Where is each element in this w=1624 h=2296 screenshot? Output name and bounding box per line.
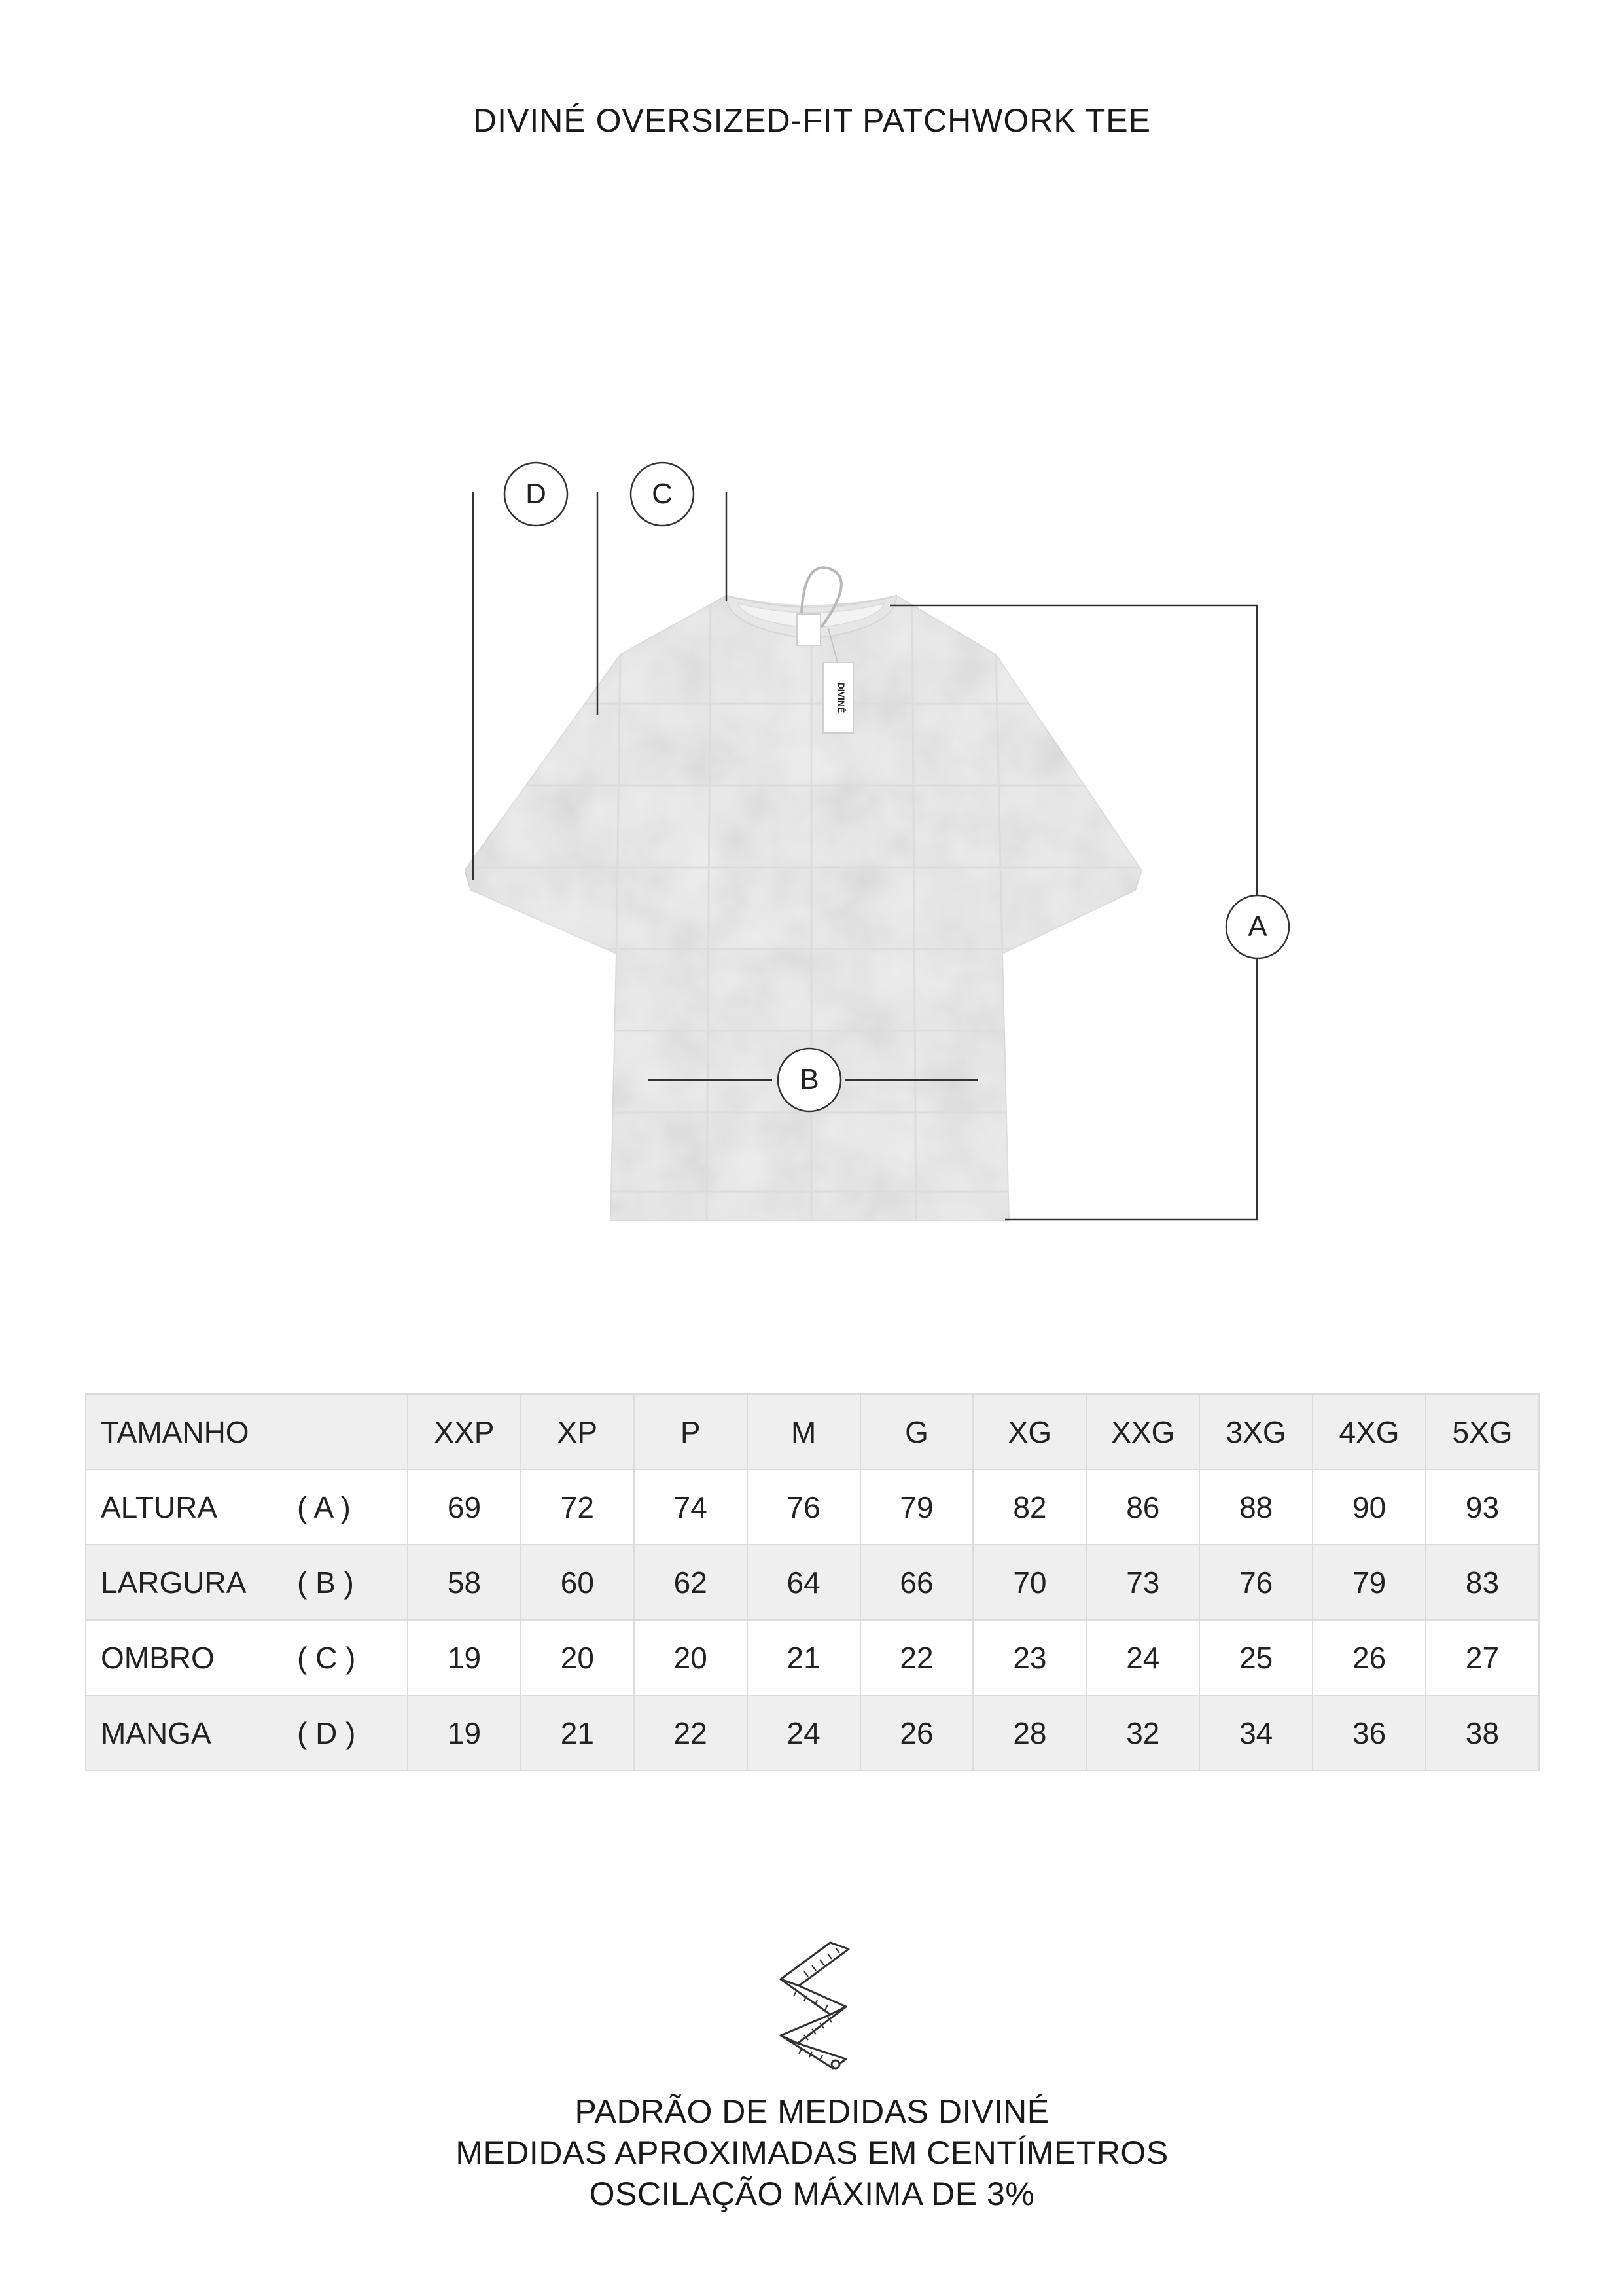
table-row-largura [86, 1545, 1539, 1620]
size-cell: XP [521, 1394, 634, 1469]
value-cell: 76 [747, 1469, 860, 1545]
value-cell: 20 [521, 1620, 634, 1695]
measure-d-label: D [525, 478, 546, 510]
row-label [86, 1620, 408, 1695]
row-label [86, 1545, 408, 1620]
value-cell: 93 [1426, 1469, 1539, 1545]
measure-name: MANGA [101, 1715, 211, 1750]
row-label [86, 1695, 408, 1770]
measure-b-label: B [800, 1064, 819, 1096]
value-cell: 26 [860, 1695, 974, 1770]
value-cell: 27 [1426, 1620, 1539, 1695]
value-cell: 25 [1199, 1620, 1313, 1695]
table-row-altura [86, 1469, 1539, 1545]
value-cell: 69 [408, 1469, 521, 1545]
footer-note-units: MEDIDAS APROXIMADAS EM CENTÍMETROS [455, 2134, 1169, 2171]
value-cell: 58 [408, 1545, 521, 1620]
value-cell: 76 [1199, 1545, 1313, 1620]
value-cell: 20 [634, 1620, 747, 1695]
size-header-label: TAMANHO [86, 1394, 408, 1469]
measuring-tape-icon [768, 1937, 859, 2078]
value-cell: 34 [1199, 1695, 1313, 1770]
value-cell: 88 [1199, 1469, 1313, 1545]
value-cell: 38 [1426, 1695, 1539, 1770]
tshirt-shape [445, 589, 1296, 1224]
value-cell: 24 [1086, 1620, 1199, 1695]
value-cell: 22 [634, 1695, 747, 1770]
value-cell: 28 [973, 1695, 1086, 1770]
value-cell: 74 [634, 1469, 747, 1545]
size-cell: 4XG [1313, 1394, 1426, 1469]
footer-note-tolerance: OSCILAÇÃO MÁXIMA DE 3% [589, 2176, 1035, 2212]
measure-code: ( D ) [297, 1715, 356, 1750]
size-cell: XXP [408, 1394, 521, 1469]
value-cell: 62 [634, 1545, 747, 1620]
value-cell: 26 [1313, 1620, 1426, 1695]
measure-c-label: C [652, 478, 673, 510]
measure-a-label: A [1248, 910, 1267, 942]
value-cell: 24 [747, 1695, 860, 1770]
measure-code: ( B ) [297, 1565, 354, 1600]
value-cell: 79 [1313, 1545, 1426, 1620]
table-row-manga [86, 1695, 1539, 1770]
value-cell: 66 [860, 1545, 974, 1620]
table-row-ombro [86, 1620, 1539, 1695]
value-cell: 22 [860, 1620, 974, 1695]
value-cell: 70 [973, 1545, 1086, 1620]
size-cell: 5XG [1426, 1394, 1539, 1469]
size-chart-table [85, 1393, 1540, 1771]
size-cell: XXG [1086, 1394, 1199, 1469]
value-cell: 19 [408, 1695, 521, 1770]
footer-note-standard: PADRÃO DE MEDIDAS DIVINÉ [574, 2093, 1050, 2130]
value-cell: 86 [1086, 1469, 1199, 1545]
row-label [86, 1469, 408, 1545]
measure-code: ( C ) [297, 1640, 356, 1675]
measure-name: LARGURA [101, 1565, 247, 1600]
size-header-row [86, 1394, 1539, 1469]
value-cell: 90 [1313, 1469, 1426, 1545]
value-cell: 32 [1086, 1695, 1199, 1770]
measure-name: OMBRO [101, 1640, 215, 1675]
size-cell: G [860, 1394, 974, 1469]
value-cell: 21 [521, 1695, 634, 1770]
measure-name: ALTURA [101, 1490, 218, 1524]
size-cell: XG [973, 1394, 1086, 1469]
value-cell: 64 [747, 1545, 860, 1620]
value-cell: 21 [747, 1620, 860, 1695]
value-cell: 36 [1313, 1695, 1426, 1770]
value-cell: 72 [521, 1469, 634, 1545]
value-cell: 82 [973, 1469, 1086, 1545]
garment-illustration [445, 458, 1296, 1309]
value-cell: 19 [408, 1620, 521, 1695]
measure-code: ( A ) [297, 1490, 351, 1524]
footer-notes [0, 2091, 1624, 2215]
value-cell: 83 [1426, 1545, 1539, 1620]
value-cell: 79 [860, 1469, 974, 1545]
page-title: DIVINÉ OVERSIZED-FIT PATCHWORK TEE [473, 102, 1151, 139]
size-cell: M [747, 1394, 860, 1469]
size-cell: P [634, 1394, 747, 1469]
hanger-tag-brand: DIVINÉ [836, 682, 847, 713]
size-cell: 3XG [1199, 1394, 1313, 1469]
value-cell: 73 [1086, 1545, 1199, 1620]
value-cell: 60 [521, 1545, 634, 1620]
value-cell: 23 [973, 1620, 1086, 1695]
garment-diagram [445, 458, 1296, 1309]
